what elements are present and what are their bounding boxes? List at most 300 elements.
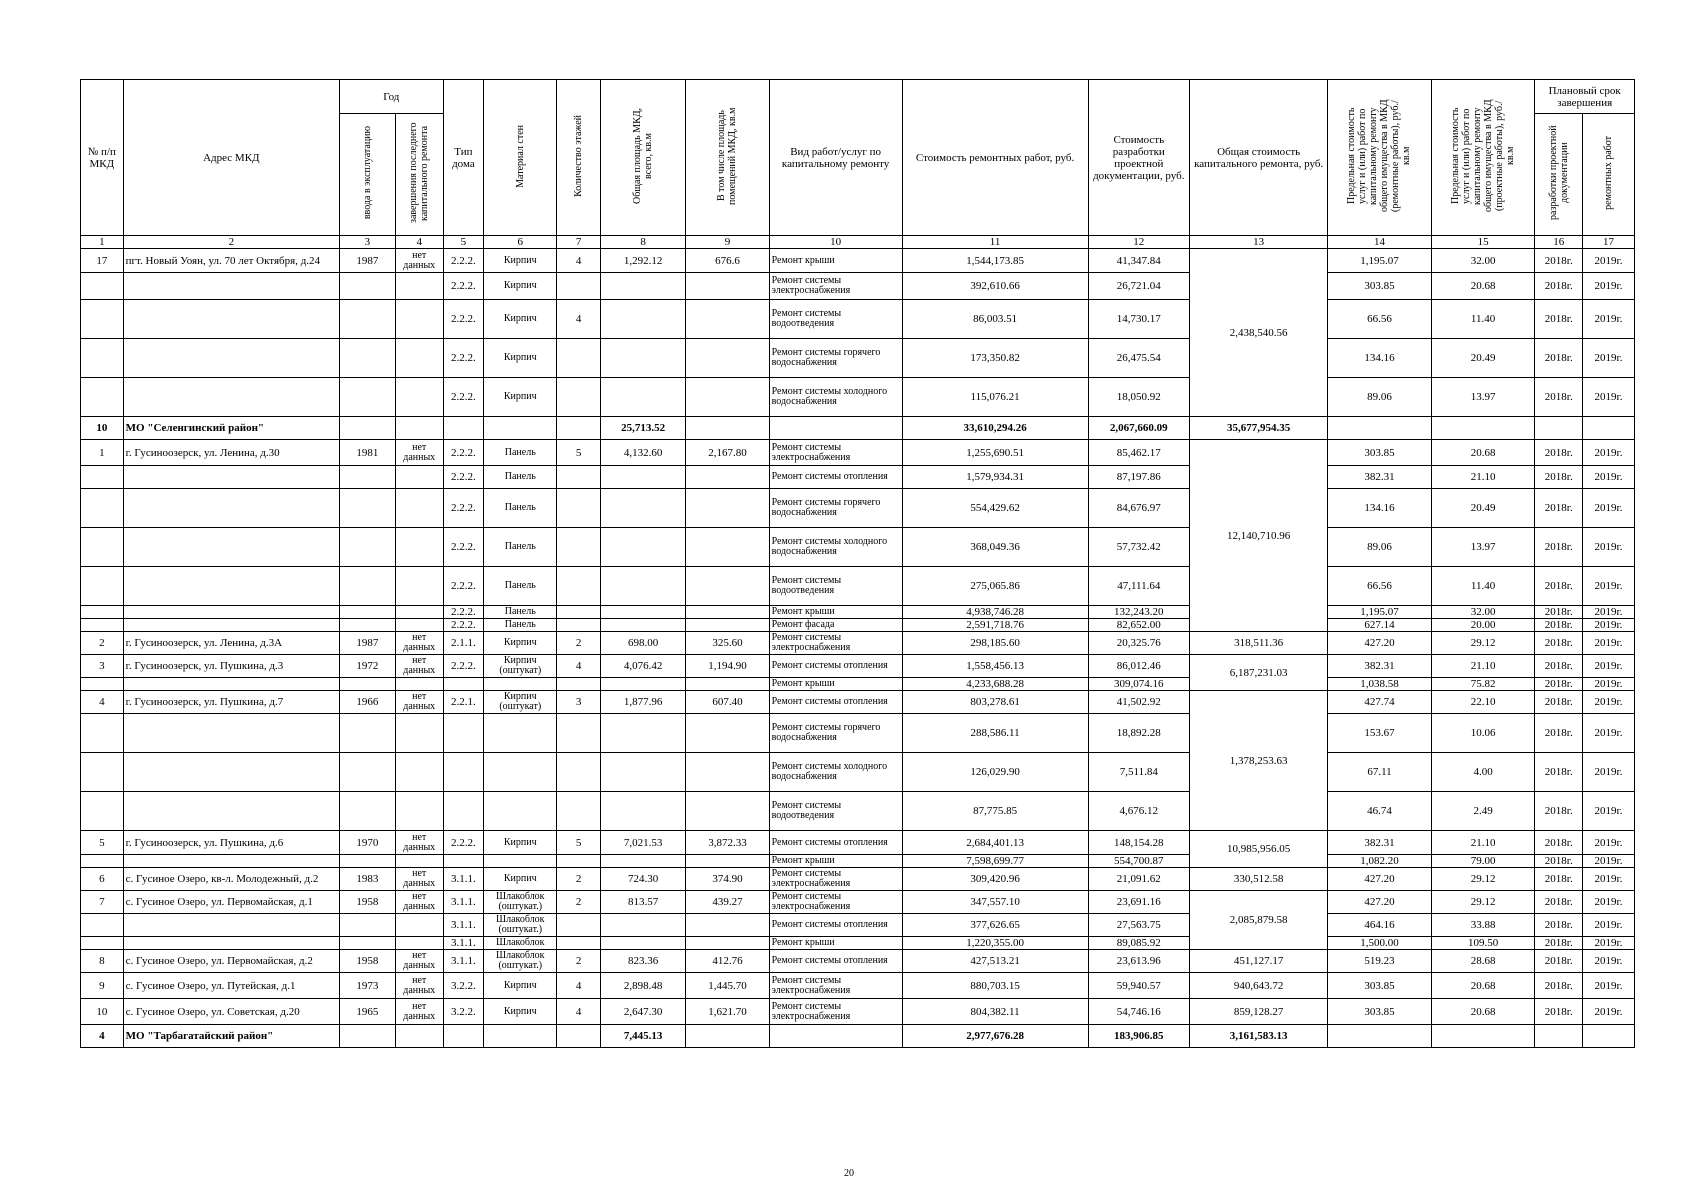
- wall-material-cell: Кирпич: [484, 249, 557, 273]
- repair-cost-cell: 1,579,934.31: [902, 466, 1088, 489]
- repair-cost-cell: 1,544,173.85: [902, 249, 1088, 273]
- limit-project-cell: 32.00: [1431, 249, 1535, 273]
- plan-repair-year-cell: 2019г.: [1583, 868, 1635, 891]
- row-number-cell: 8: [81, 950, 124, 973]
- address-cell: [123, 678, 339, 691]
- header-last-repair-year: [395, 114, 443, 236]
- work-type-cell: Ремонт фасада: [769, 619, 902, 632]
- row-number-cell: [81, 339, 124, 378]
- limit-project-cell: 10.06: [1431, 714, 1535, 753]
- limit-project-cell: [1431, 1025, 1535, 1048]
- work-type-cell: Ремонт крыши: [769, 249, 902, 273]
- project-cost-cell: 26,475.54: [1088, 339, 1190, 378]
- plan-project-year-cell: [1535, 417, 1583, 440]
- last-repair-year-cell: [395, 300, 443, 339]
- premises-area-cell: [686, 567, 769, 606]
- plan-repair-year-cell: 2019г.: [1583, 606, 1635, 619]
- house-type-cell: 3.2.2.: [443, 973, 484, 999]
- header-repair-cost: Стоимость ремонтных работ, руб.: [902, 80, 1088, 236]
- floors-cell: [557, 606, 601, 619]
- table-row: [81, 606, 1635, 619]
- wall-material-cell: Панель: [484, 440, 557, 466]
- wall-material-cell: [484, 1025, 557, 1048]
- commissioning-year-cell: [339, 606, 395, 619]
- repair-cost-cell: 347,557.10: [902, 891, 1088, 914]
- limit-repair-cell: 1,038.58: [1328, 678, 1432, 691]
- plan-project-year-cell: 2018г.: [1535, 678, 1583, 691]
- page-number: 20: [844, 1168, 854, 1179]
- project-cost-cell: 23,691.16: [1088, 891, 1190, 914]
- plan-project-year-cell: 2018г.: [1535, 714, 1583, 753]
- plan-repair-year-cell: 2019г.: [1583, 655, 1635, 678]
- column-number-cell: 13: [1190, 236, 1328, 249]
- total-area-cell: [601, 792, 686, 831]
- project-cost-cell: 82,652.00: [1088, 619, 1190, 632]
- plan-repair-year-cell: 2019г.: [1583, 999, 1635, 1025]
- address-cell: г. Гусиноозерск, ул. Ленина, д.3А: [123, 632, 339, 655]
- plan-project-year-cell: 2018г.: [1535, 999, 1583, 1025]
- last-repair-year-cell: [395, 417, 443, 440]
- header-work-type: Вид работ/услуг по капитальному ремонту: [769, 80, 902, 236]
- wall-material-cell: Шлакоблок (оштукат.): [484, 950, 557, 973]
- floors-cell: [557, 466, 601, 489]
- floors-cell: 2: [557, 891, 601, 914]
- repair-cost-cell: 309,420.96: [902, 868, 1088, 891]
- repair-cost-cell: 2,684,401.13: [902, 831, 1088, 855]
- commissioning-year-cell: 1972: [339, 655, 395, 678]
- limit-repair-cell: 427.20: [1328, 891, 1432, 914]
- capital-repair-table: [80, 79, 1635, 1048]
- house-type-cell: [443, 753, 484, 792]
- project-cost-cell: 14,730.17: [1088, 300, 1190, 339]
- last-repair-year-cell: нет данных: [395, 249, 443, 273]
- premises-area-cell: 2,167.80: [686, 440, 769, 466]
- repair-cost-cell: 87,775.85: [902, 792, 1088, 831]
- last-repair-year-cell: [395, 753, 443, 792]
- total-area-cell: 4,076.42: [601, 655, 686, 678]
- house-type-cell: 2.2.2.: [443, 273, 484, 300]
- last-repair-year-cell: [395, 489, 443, 528]
- work-type-cell: Ремонт системы отопления: [769, 655, 902, 678]
- address-cell: [123, 619, 339, 632]
- work-type-cell: Ремонт системы электроснабжения: [769, 273, 902, 300]
- limit-repair-cell: 382.31: [1328, 831, 1432, 855]
- last-repair-year-cell: [395, 273, 443, 300]
- table-row: [81, 466, 1635, 489]
- limit-project-cell: 21.10: [1431, 466, 1535, 489]
- total-area-cell: [601, 678, 686, 691]
- wall-material-cell: Кирпич: [484, 831, 557, 855]
- limit-repair-cell: 1,195.07: [1328, 249, 1432, 273]
- commissioning-year-cell: [339, 528, 395, 567]
- house-type-cell: 3.1.1.: [443, 914, 484, 937]
- limit-repair-cell: 519.23: [1328, 950, 1432, 973]
- house-type-cell: 3.1.1.: [443, 868, 484, 891]
- limit-repair-cell: 134.16: [1328, 339, 1432, 378]
- total-area-cell: [601, 855, 686, 868]
- row-number-cell: 10: [81, 999, 124, 1025]
- commissioning-year-cell: 1966: [339, 691, 395, 714]
- commissioning-year-cell: [339, 339, 395, 378]
- repair-cost-cell: 554,429.62: [902, 489, 1088, 528]
- total-cost-cell: 2,438,540.56: [1190, 249, 1328, 417]
- limit-project-cell: 13.97: [1431, 378, 1535, 417]
- house-type-cell: 2.2.2.: [443, 606, 484, 619]
- header-limit-project-text: Предельная стоимость услуг и (или) работ по капитальному ремонту общего имущества в МКД (проектные работы), руб./кв.м: [1450, 99, 1517, 213]
- column-number-cell: 10: [769, 236, 902, 249]
- repair-cost-cell: 1,558,456.13: [902, 655, 1088, 678]
- premises-area-cell: 439.27: [686, 891, 769, 914]
- row-number-cell: 1: [81, 440, 124, 466]
- row-number-cell: [81, 619, 124, 632]
- plan-project-year-cell: 2018г.: [1535, 249, 1583, 273]
- plan-project-year-cell: 2018г.: [1535, 489, 1583, 528]
- total-cost-cell: 1,378,253.63: [1190, 691, 1328, 831]
- commissioning-year-cell: [339, 273, 395, 300]
- table-row: [81, 300, 1635, 339]
- limit-project-cell: 79.00: [1431, 855, 1535, 868]
- house-type-cell: 3.1.1.: [443, 950, 484, 973]
- repair-cost-cell: 427,513.21: [902, 950, 1088, 973]
- row-number-cell: [81, 466, 124, 489]
- limit-repair-cell: 66.56: [1328, 300, 1432, 339]
- limit-repair-cell: 303.85: [1328, 973, 1432, 999]
- limit-project-cell: 2.49: [1431, 792, 1535, 831]
- floors-cell: [557, 528, 601, 567]
- limit-project-cell: 29.12: [1431, 868, 1535, 891]
- limit-project-cell: 20.68: [1431, 999, 1535, 1025]
- house-type-cell: 2.2.2.: [443, 489, 484, 528]
- commissioning-year-cell: [339, 937, 395, 950]
- project-cost-cell: 18,050.92: [1088, 378, 1190, 417]
- total-area-cell: [601, 528, 686, 567]
- project-cost-cell: 47,111.64: [1088, 567, 1190, 606]
- commissioning-year-cell: [339, 567, 395, 606]
- wall-material-cell: Панель: [484, 606, 557, 619]
- repair-cost-cell: 804,382.11: [902, 999, 1088, 1025]
- house-type-cell: [443, 678, 484, 691]
- total-area-cell: [601, 300, 686, 339]
- row-number-cell: [81, 300, 124, 339]
- commissioning-year-cell: [339, 914, 395, 937]
- table-row: [81, 273, 1635, 300]
- limit-repair-cell: 46.74: [1328, 792, 1432, 831]
- plan-project-year-cell: [1535, 1025, 1583, 1048]
- limit-repair-cell: 303.85: [1328, 273, 1432, 300]
- house-type-cell: 2.2.2.: [443, 831, 484, 855]
- table-row: [81, 632, 1635, 655]
- last-repair-year-cell: [395, 914, 443, 937]
- limit-project-cell: 29.12: [1431, 891, 1535, 914]
- plan-project-year-cell: 2018г.: [1535, 691, 1583, 714]
- wall-material-cell: [484, 417, 557, 440]
- project-cost-cell: 87,197.86: [1088, 466, 1190, 489]
- plan-project-year-cell: 2018г.: [1535, 950, 1583, 973]
- repair-cost-cell: 803,278.61: [902, 691, 1088, 714]
- address-cell: МО "Тарбагатайский район": [123, 1025, 339, 1048]
- table-row: [81, 868, 1635, 891]
- house-type-cell: 2.2.2.: [443, 249, 484, 273]
- work-type-cell: Ремонт системы электроснабжения: [769, 632, 902, 655]
- plan-project-year-cell: 2018г.: [1535, 466, 1583, 489]
- total-area-cell: [601, 567, 686, 606]
- header-floors-text: Количество этажей: [573, 115, 585, 197]
- plan-project-year-cell: 2018г.: [1535, 440, 1583, 466]
- house-type-cell: 2.2.2.: [443, 528, 484, 567]
- floors-cell: [557, 714, 601, 753]
- limit-project-cell: 21.10: [1431, 655, 1535, 678]
- wall-material-cell: [484, 792, 557, 831]
- total-cost-cell: 859,128.27: [1190, 999, 1328, 1025]
- header-commissioning-year: [339, 114, 395, 236]
- plan-project-year-cell: 2018г.: [1535, 831, 1583, 855]
- header-house-type: Тип дома: [443, 80, 484, 236]
- total-area-cell: [601, 466, 686, 489]
- plan-repair-year-cell: 2019г.: [1583, 831, 1635, 855]
- row-number-cell: [81, 528, 124, 567]
- limit-repair-cell: 303.85: [1328, 440, 1432, 466]
- floors-cell: 5: [557, 831, 601, 855]
- work-type-cell: [769, 417, 902, 440]
- row-number-cell: [81, 678, 124, 691]
- last-repair-year-cell: [395, 714, 443, 753]
- row-number-cell: 3: [81, 655, 124, 678]
- repair-cost-cell: 7,598,699.77: [902, 855, 1088, 868]
- table-row: [81, 678, 1635, 691]
- header-wall-material-text: Материал стен: [514, 124, 526, 188]
- project-cost-cell: 554,700.87: [1088, 855, 1190, 868]
- repair-cost-cell: 377,626.65: [902, 914, 1088, 937]
- repair-cost-cell: 2,591,718.76: [902, 619, 1088, 632]
- total-area-cell: [601, 753, 686, 792]
- limit-repair-cell: 427.20: [1328, 632, 1432, 655]
- last-repair-year-cell: нет данных: [395, 950, 443, 973]
- total-area-cell: [601, 914, 686, 937]
- project-cost-cell: 309,074.16: [1088, 678, 1190, 691]
- row-number-cell: [81, 855, 124, 868]
- header-floors: [557, 80, 601, 236]
- commissioning-year-cell: [339, 300, 395, 339]
- work-type-cell: Ремонт системы электроснабжения: [769, 999, 902, 1025]
- column-number-cell: 5: [443, 236, 484, 249]
- floors-cell: [557, 678, 601, 691]
- project-cost-cell: 7,511.84: [1088, 753, 1190, 792]
- work-type-cell: Ремонт системы холодного водоснабжения: [769, 753, 902, 792]
- address-cell: [123, 914, 339, 937]
- house-type-cell: [443, 714, 484, 753]
- header-total-area: [601, 80, 686, 236]
- total-area-cell: 25,713.52: [601, 417, 686, 440]
- column-number-cell: 17: [1583, 236, 1635, 249]
- work-type-cell: Ремонт крыши: [769, 855, 902, 868]
- address-cell: [123, 792, 339, 831]
- total-area-cell: 2,898.48: [601, 973, 686, 999]
- house-type-cell: 2.2.2.: [443, 619, 484, 632]
- wall-material-cell: Кирпич: [484, 378, 557, 417]
- plan-repair-year-cell: 2019г.: [1583, 891, 1635, 914]
- header-premises-area: [686, 80, 769, 236]
- plan-repair-year-cell: 2019г.: [1583, 914, 1635, 937]
- plan-repair-year-cell: 2019г.: [1583, 528, 1635, 567]
- project-cost-cell: 20,325.76: [1088, 632, 1190, 655]
- repair-cost-cell: 275,065.86: [902, 567, 1088, 606]
- repair-cost-cell: 126,029.90: [902, 753, 1088, 792]
- header-limit-project: [1431, 80, 1535, 236]
- limit-repair-cell: 1,082.20: [1328, 855, 1432, 868]
- total-area-cell: 1,292.12: [601, 249, 686, 273]
- address-cell: [123, 300, 339, 339]
- floors-cell: [557, 378, 601, 417]
- row-number-cell: 6: [81, 868, 124, 891]
- project-cost-cell: 54,746.16: [1088, 999, 1190, 1025]
- project-cost-cell: 84,676.97: [1088, 489, 1190, 528]
- work-type-cell: Ремонт системы отопления: [769, 691, 902, 714]
- commissioning-year-cell: 1981: [339, 440, 395, 466]
- floors-cell: 2: [557, 950, 601, 973]
- premises-area-cell: 1,445.70: [686, 973, 769, 999]
- plan-repair-year-cell: 2019г.: [1583, 619, 1635, 632]
- limit-project-cell: 20.49: [1431, 489, 1535, 528]
- limit-repair-cell: [1328, 1025, 1432, 1048]
- row-number-cell: 4: [81, 1025, 124, 1048]
- last-repair-year-cell: нет данных: [395, 831, 443, 855]
- address-cell: пгт. Новый Уоян, ул. 70 лет Октября, д.24: [123, 249, 339, 273]
- plan-repair-year-cell: [1583, 1025, 1635, 1048]
- plan-repair-year-cell: 2019г.: [1583, 440, 1635, 466]
- row-number-cell: 10: [81, 417, 124, 440]
- wall-material-cell: Кирпич: [484, 273, 557, 300]
- limit-repair-cell: 1,500.00: [1328, 937, 1432, 950]
- floors-cell: [557, 489, 601, 528]
- row-number-cell: [81, 914, 124, 937]
- house-type-cell: 2.2.2.: [443, 567, 484, 606]
- premises-area-cell: [686, 606, 769, 619]
- table-row: [81, 378, 1635, 417]
- floors-cell: [557, 273, 601, 300]
- work-type-cell: Ремонт системы электроснабжения: [769, 868, 902, 891]
- column-number-cell: 4: [395, 236, 443, 249]
- plan-repair-year-cell: 2019г.: [1583, 378, 1635, 417]
- plan-repair-year-cell: 2019г.: [1583, 714, 1635, 753]
- commissioning-year-cell: [339, 753, 395, 792]
- last-repair-year-cell: нет данных: [395, 973, 443, 999]
- wall-material-cell: Кирпич: [484, 300, 557, 339]
- commissioning-year-cell: [339, 792, 395, 831]
- header-commissioning-year-text: ввода в эксплуатацию: [361, 126, 373, 220]
- floors-cell: 4: [557, 973, 601, 999]
- project-cost-cell: 26,721.04: [1088, 273, 1190, 300]
- limit-project-cell: 29.12: [1431, 632, 1535, 655]
- row-number-cell: [81, 606, 124, 619]
- plan-repair-year-cell: 2019г.: [1583, 489, 1635, 528]
- commissioning-year-cell: 1958: [339, 950, 395, 973]
- premises-area-cell: [686, 1025, 769, 1048]
- project-cost-cell: 41,347.84: [1088, 249, 1190, 273]
- limit-repair-cell: 627.14: [1328, 619, 1432, 632]
- address-cell: [123, 489, 339, 528]
- total-area-cell: [601, 606, 686, 619]
- address-cell: [123, 567, 339, 606]
- table-row: [81, 855, 1635, 868]
- table-row: [81, 891, 1635, 914]
- commissioning-year-cell: [339, 489, 395, 528]
- wall-material-cell: Кирпич (оштукат): [484, 691, 557, 714]
- limit-repair-cell: 427.20: [1328, 868, 1432, 891]
- column-number-cell: 15: [1431, 236, 1535, 249]
- premises-area-cell: [686, 273, 769, 300]
- commissioning-year-cell: 1987: [339, 632, 395, 655]
- last-repair-year-cell: [395, 378, 443, 417]
- last-repair-year-cell: нет данных: [395, 691, 443, 714]
- table-row: [81, 655, 1635, 678]
- project-cost-cell: 2,067,660.09: [1088, 417, 1190, 440]
- address-cell: г. Гусиноозерск, ул. Пушкина, д.6: [123, 831, 339, 855]
- wall-material-cell: Кирпич: [484, 868, 557, 891]
- house-type-cell: [443, 855, 484, 868]
- total-cost-cell: 35,677,954.35: [1190, 417, 1328, 440]
- plan-repair-year-cell: 2019г.: [1583, 678, 1635, 691]
- wall-material-cell: Шлакоблок (оштукат.): [484, 891, 557, 914]
- floors-cell: [557, 855, 601, 868]
- address-cell: г. Гусиноозерск, ул. Ленина, д.30: [123, 440, 339, 466]
- plan-project-year-cell: 2018г.: [1535, 655, 1583, 678]
- plan-repair-year-cell: 2019г.: [1583, 339, 1635, 378]
- address-cell: [123, 937, 339, 950]
- column-number-cell: 12: [1088, 236, 1190, 249]
- total-area-cell: [601, 714, 686, 753]
- last-repair-year-cell: нет данных: [395, 632, 443, 655]
- floors-cell: [557, 937, 601, 950]
- address-cell: с. Гусиное Озеро, ул. Первомайская, д.2: [123, 950, 339, 973]
- column-number-cell: 1: [81, 236, 124, 249]
- wall-material-cell: Панель: [484, 489, 557, 528]
- plan-repair-year-cell: 2019г.: [1583, 466, 1635, 489]
- work-type-cell: Ремонт системы холодного водоснабжения: [769, 378, 902, 417]
- repair-cost-cell: 4,938,746.28: [902, 606, 1088, 619]
- plan-project-year-cell: 2018г.: [1535, 937, 1583, 950]
- column-number-row: [81, 236, 1635, 249]
- plan-project-year-cell: 2018г.: [1535, 378, 1583, 417]
- house-type-cell: 2.2.2.: [443, 339, 484, 378]
- premises-area-cell: 3,872.33: [686, 831, 769, 855]
- house-type-cell: [443, 1025, 484, 1048]
- address-cell: [123, 528, 339, 567]
- row-number-cell: [81, 489, 124, 528]
- total-cost-cell: 3,161,583.13: [1190, 1025, 1328, 1048]
- wall-material-cell: Шлакоблок: [484, 937, 557, 950]
- plan-project-year-cell: 2018г.: [1535, 868, 1583, 891]
- premises-area-cell: [686, 378, 769, 417]
- row-number-cell: 2: [81, 632, 124, 655]
- wall-material-cell: Кирпич: [484, 999, 557, 1025]
- premises-area-cell: [686, 489, 769, 528]
- last-repair-year-cell: [395, 937, 443, 950]
- limit-project-cell: 20.00: [1431, 619, 1535, 632]
- column-number-cell: 7: [557, 236, 601, 249]
- plan-project-year-cell: 2018г.: [1535, 273, 1583, 300]
- repair-cost-cell: 115,076.21: [902, 378, 1088, 417]
- plan-project-year-cell: 2018г.: [1535, 914, 1583, 937]
- column-number-cell: 2: [123, 236, 339, 249]
- repair-cost-cell: 368,049.36: [902, 528, 1088, 567]
- commissioning-year-cell: 1965: [339, 999, 395, 1025]
- floors-cell: [557, 914, 601, 937]
- repair-cost-cell: 288,586.11: [902, 714, 1088, 753]
- address-cell: [123, 606, 339, 619]
- project-cost-cell: 86,012.46: [1088, 655, 1190, 678]
- work-type-cell: Ремонт системы водоотведения: [769, 300, 902, 339]
- header-plan-repair-text: ремонтных работ: [1603, 136, 1615, 210]
